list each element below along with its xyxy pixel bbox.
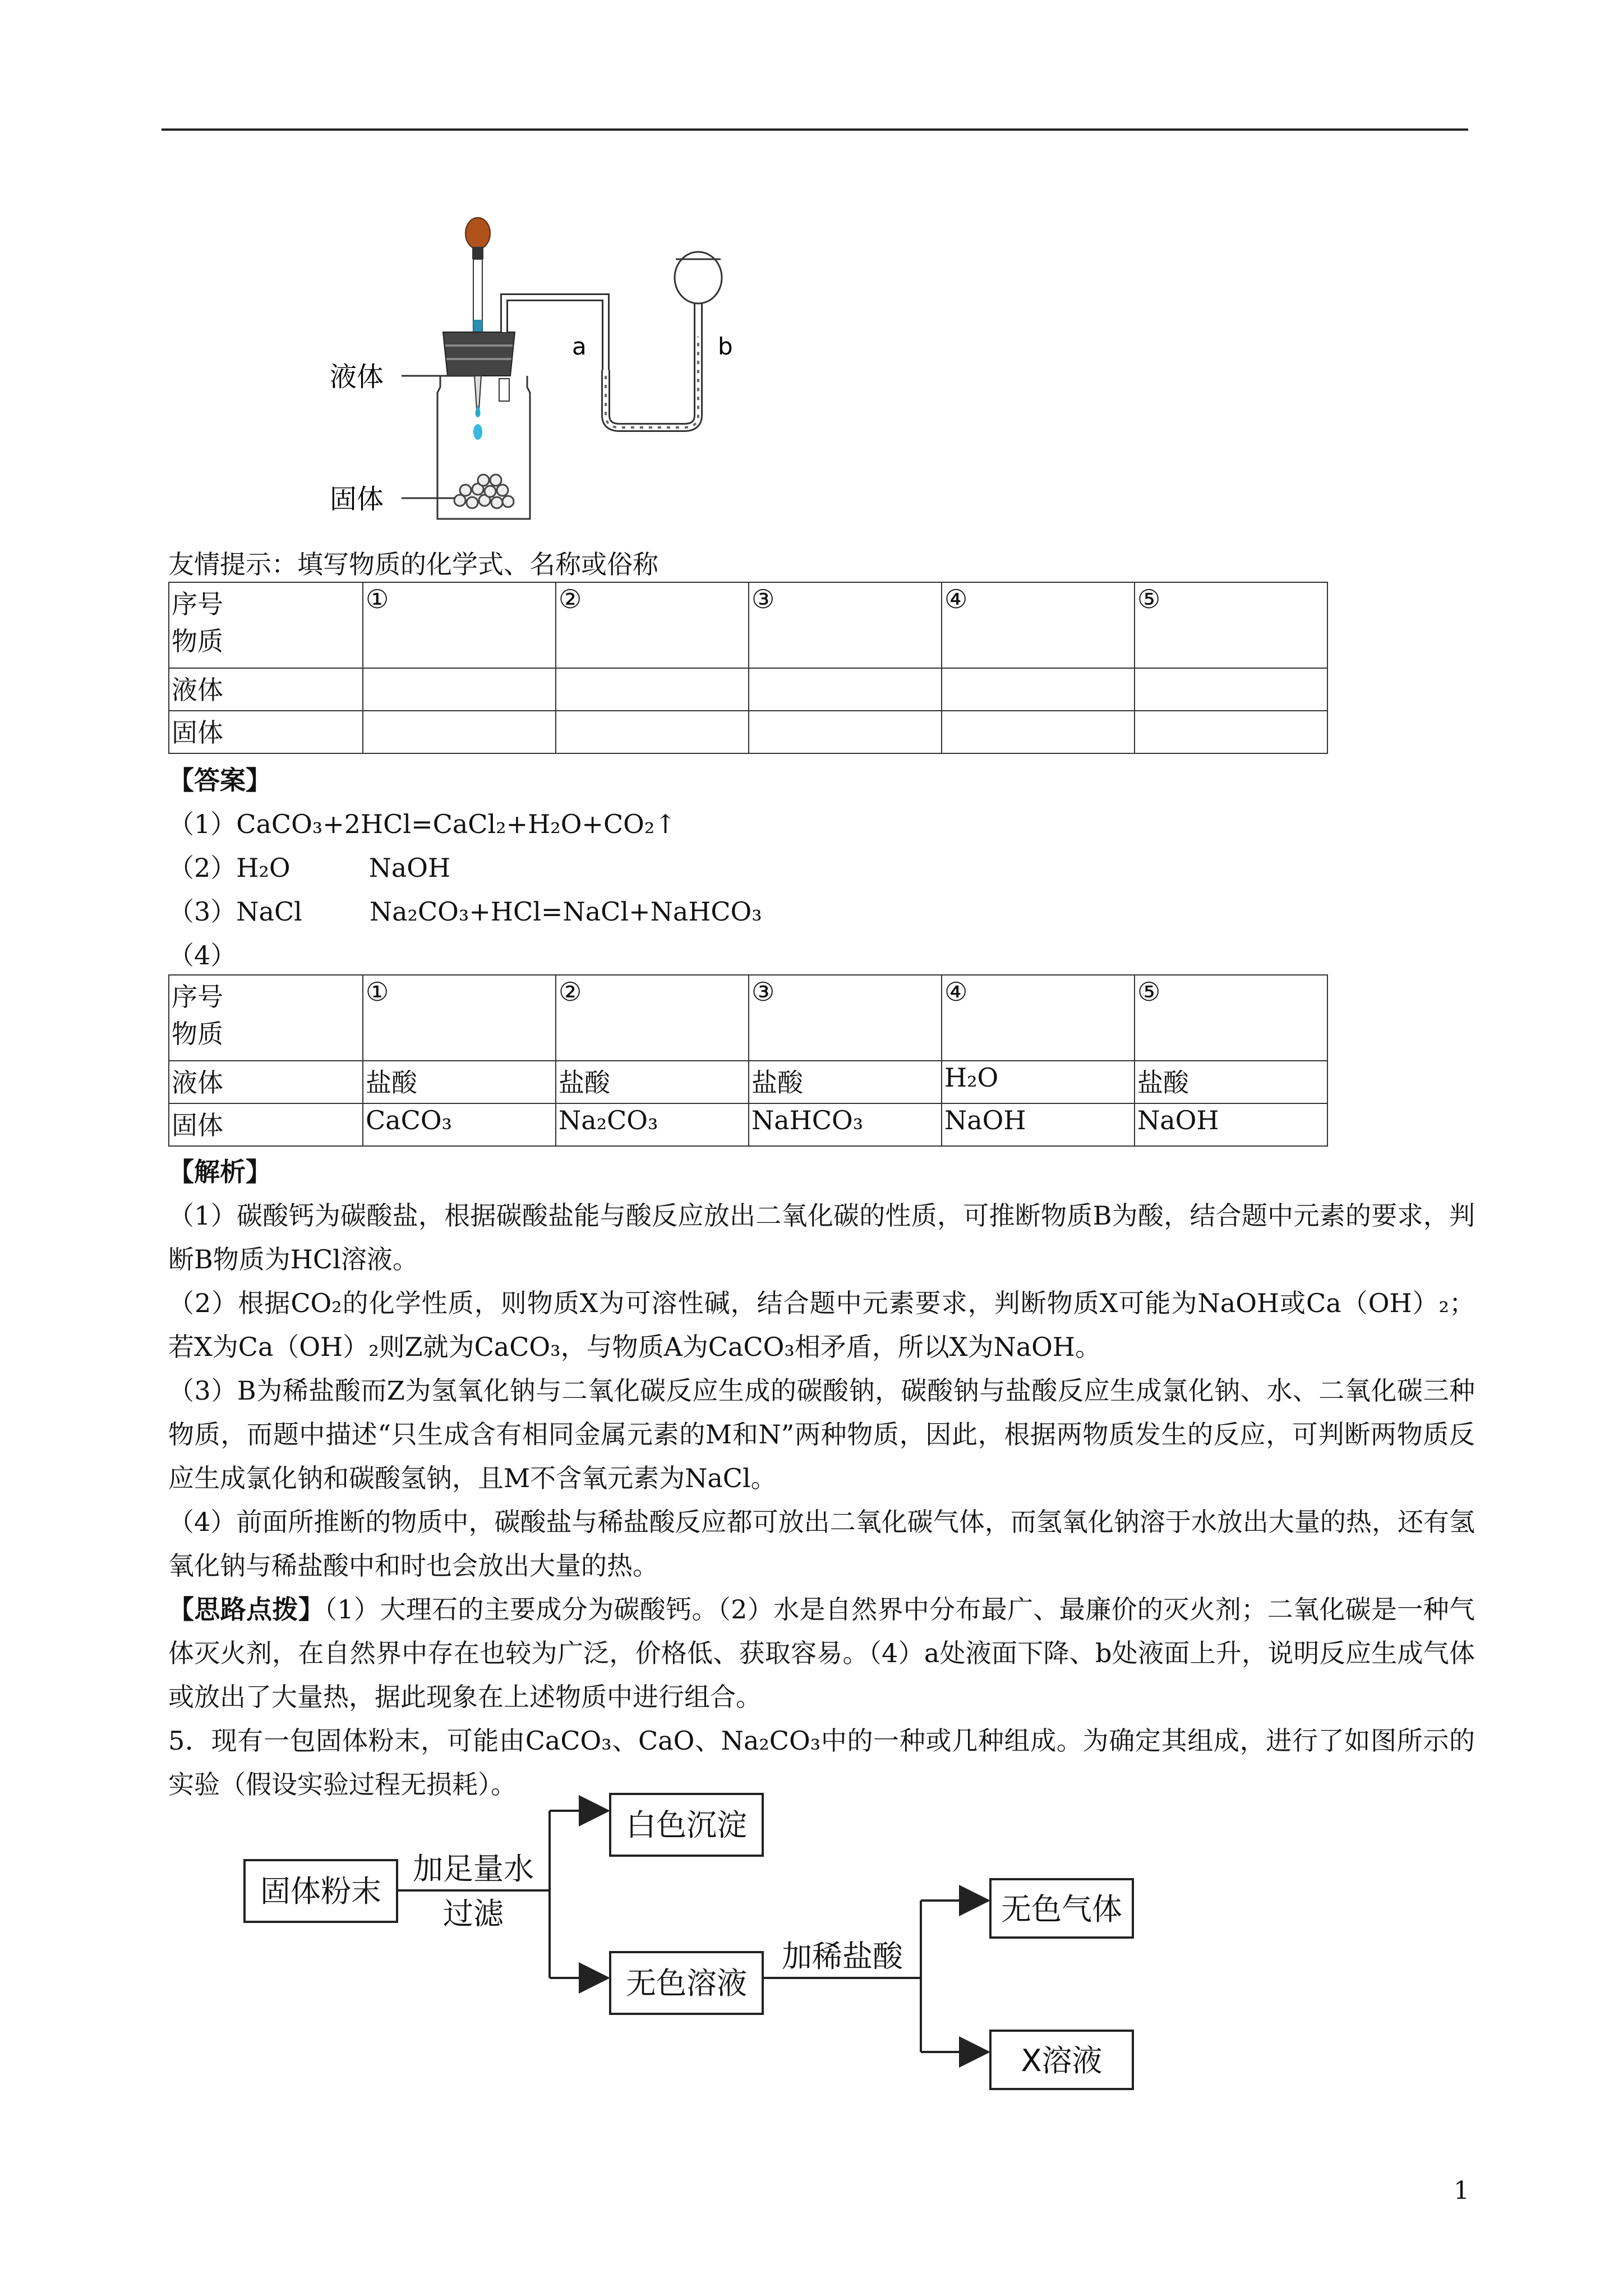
solid-1: CaCO₃ [363, 1103, 556, 1146]
box-colorless-solution: 无色溶液 [626, 1966, 747, 2001]
col-2: ② [556, 582, 749, 668]
analysis-3: （3）B为稀盐酸而Z为氢氧化钠与二氧化碳反应生成的碳酸钠，碳酸钠与盐酸反应生成氯化钠、水、二氧化碳三种物质，而题中描述“只生成含有相同金属元素的M和N”两种物质，因此，根据两物质发生的反应，可判断两物质反应生成氯化钠和碳酸氢钠，且M不含氧元素为NaCl。 [168, 1375, 1475, 1493]
analysis-1: （1）碳酸钙为碳酸盐，根据碳酸盐能与酸反应放出二氧化碳的性质，可推断物质B为酸，结合题中元素的要求，判断B物质为HCl溶液。 [168, 1200, 1475, 1274]
flow-diagram [236, 1784, 1155, 2098]
answer-4: （4） [168, 940, 237, 970]
answer-1: （1）CaCO₃+2HCl=CaCl₂+H₂O+CO₂↑ [168, 809, 676, 839]
liquid-5: 盐酸 [1135, 1061, 1327, 1103]
answer-2: （2）H₂O NaOH [168, 853, 451, 883]
tip-text: 友情提示：填写物质的化学式、名称或俗称 [168, 549, 658, 579]
apparatus-figure [314, 208, 740, 527]
row-liquid: 液体 [169, 668, 363, 711]
label-solid: 固体 [330, 484, 384, 515]
step2-label: 加稀盐酸 [782, 1939, 903, 1974]
header-rule [162, 128, 1468, 131]
label-liquid: 液体 [330, 361, 384, 393]
answer-title: 【答案】 [168, 765, 271, 795]
col-3: ③ [749, 582, 942, 668]
analysis-2: （2）根据CO₂的化学性质，则物质X为可溶性碱，结合题中元素要求，判断物质X可能为NaOH或Ca（OH）₂；若X为Ca（OH）₂则Z就为CaCO₃，与物质A为CaCO₃相矛盾，所以X为NaOH。 [168, 1288, 1475, 1362]
hint-paragraph: 【思路点拨】（1）大理石的主要成分为碳酸钙。（2）水是自然界中分布最广、最廉价的灭火剂；二氧化碳是一种气体灭火剂，在自然界中存在也较为广泛，价格低、获取容易。（4）a处液面下降、b处液面上升，说明反应生成气体或放出了大量热，据此现象在上述物质中进行组合。 [168, 1594, 1475, 1712]
label-b: b [718, 333, 733, 360]
answer-table: 序号 物质 ① ② ③ ④ ⑤ 液体 盐酸 盐酸 盐酸 H₂O 盐酸 固体 CaCO₃ Na₂CO₃ NaHCO₃ NaOH NaOH [168, 974, 1328, 1147]
question-5: 5．现有一包固体粉末，可能由CaCO₃、CaO、Na₂CO₃中的一种或几种组成。为确定其组成，进行了如图所示的实验（假设实验过程无损耗）。 [168, 1726, 1475, 1800]
box-x-solution: X溶液 [1021, 2043, 1103, 2078]
col-4: ④ [942, 582, 1135, 668]
answer-3: （3）NaCl Na₂CO₃+HCl=NaCl+NaHCO₃ [168, 896, 762, 927]
col-1: ① [363, 582, 556, 668]
step1-label-line1: 加足量水 [413, 1851, 534, 1887]
box-white-precipitate: 白色沉淀 [626, 1807, 747, 1843]
solid-5: NaOH [1135, 1103, 1327, 1146]
page-number: 1 [1454, 2177, 1469, 2205]
analysis-title: 【解析】 [168, 1157, 271, 1187]
liquid-1: 盐酸 [363, 1061, 556, 1103]
solid-3: NaHCO₃ [749, 1103, 942, 1146]
liquid-2: 盐酸 [556, 1061, 749, 1103]
label-a: a [572, 333, 587, 360]
hint-title: 【思路点拨】 [168, 1594, 325, 1625]
box-solid-powder: 固体粉末 [260, 1874, 381, 1909]
analysis-4: （4）前面所推断的物质中，碳酸盐与稀盐酸反应都可放出二氧化碳气体，而氢氧化钠溶于水放出大量的热，还有氢氧化钠与稀盐酸中和时也会放出大量的热。 [168, 1507, 1475, 1581]
solid-2: Na₂CO₃ [556, 1103, 749, 1146]
liquid-3: 盐酸 [749, 1061, 942, 1103]
header-cell: 序号 物质 [169, 582, 363, 668]
solid-4: NaOH [942, 1103, 1135, 1146]
row-solid: 固体 [169, 711, 363, 753]
step1-label-line2: 过滤 [443, 1896, 504, 1931]
blank-table [168, 582, 1328, 754]
box-colorless-gas: 无色气体 [1001, 1892, 1122, 1927]
liquid-4: H₂O [942, 1061, 1135, 1103]
col-5: ⑤ [1135, 582, 1327, 668]
